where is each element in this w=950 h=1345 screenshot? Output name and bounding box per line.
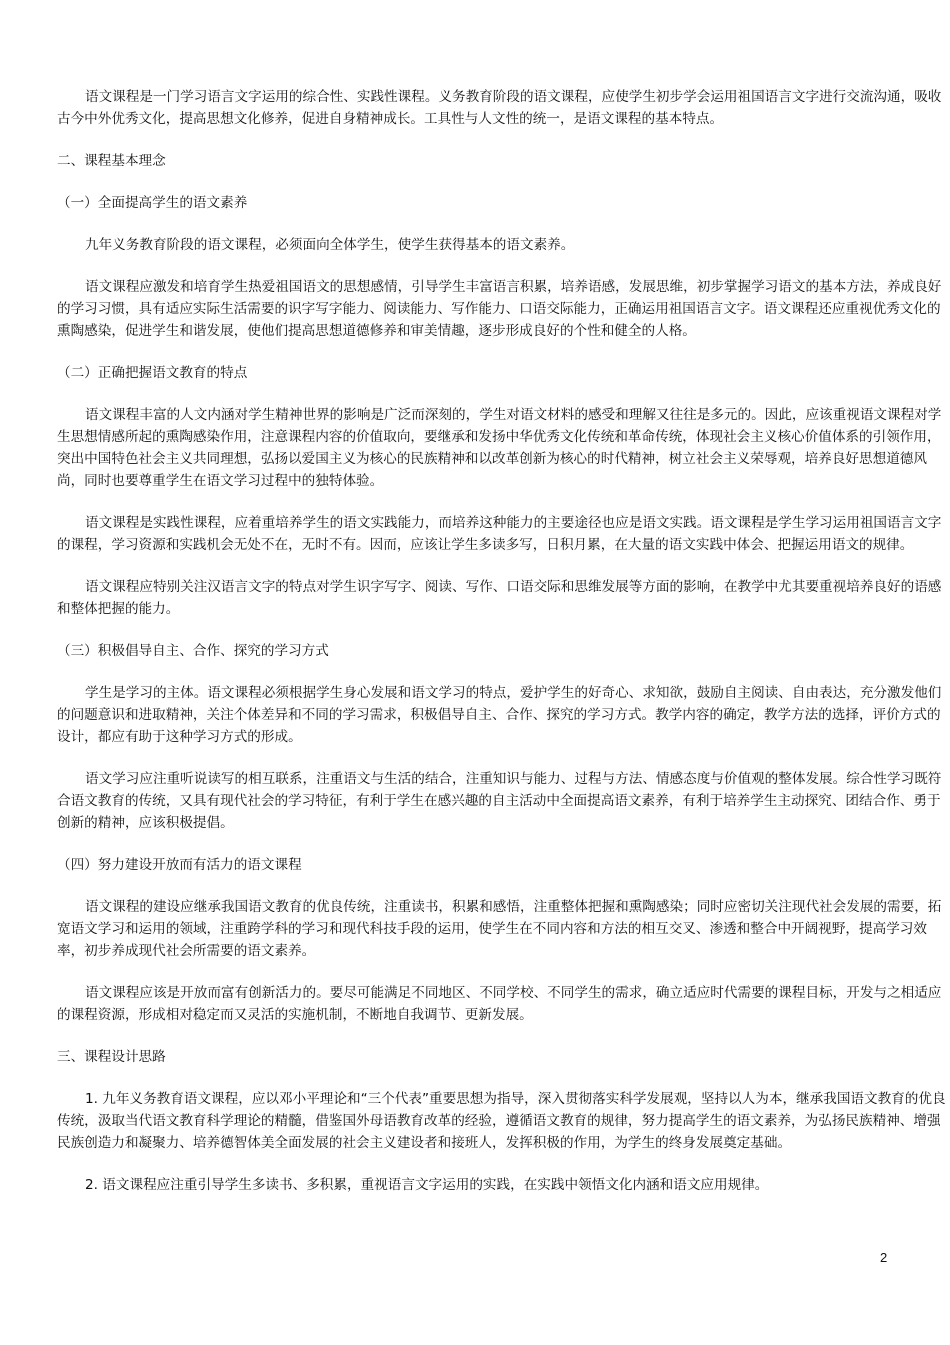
paragraph: 九年义务教育阶段的语文课程，必须面向全体学生，使学生获得基本的语文素养。 [85,237,575,253]
paragraph: 语文课程丰富的人文内涵对学生精神世界的影响是广泛而深刻的，学生对语文材料的感受和理解又往往是多元的。因此，应该重视语文课程对学生思想情感所起的熏陶感染作用，注意课程内容的价值取向，要继承和发扬中华优秀文化传统和革命传统，体现社会主义核心价值体系的引领作用，突出中国特色社会主义共同理想，弘扬以爱国主义为核心的民族精神和以改革创新为核心的时代精神，树立社会主义荣辱观，培养良好思想道德风尚，同时也要尊重学生在语文学习过程中的独特体验。 [57,407,942,489]
paragraph-intro: 语文课程是一门学习语言文字运用的综合性、实践性课程。义务教育阶段的语文课程，应使学生初步学会运用祖国语言文字进行交流沟通，吸收古今中外优秀文化，提高思想文化修养，促进自身精神成长。工具性与人文性的统一，是语文课程的基本特点。 [57,89,942,127]
subheading-2: （二）正确把握语文教育的特点 [57,365,248,381]
document-body [57,86,950,1216]
paragraph: 语文课程的建设应继承我国语文教育的优良传统，注重读书，积累和感悟，注重整体把握和熏陶感染；同时应密切关注现代社会发展的需要，拓宽语文学习和运用的领域，注重跨学科的学习和现代科技手段的运用，使学生在不同内容和方法的相互交叉、渗透和整合中开阔视野，提高学习效率，初步养成现代社会所需要的语文素养。 [57,899,942,959]
page-number: 2 [880,1250,888,1265]
section-heading-3: 三、课程设计思路 [57,1049,166,1065]
paragraph: 语文学习应注重听说读写的相互联系，注重语文与生活的结合，注重知识与能力、过程与方法、情感态度与价值观的整体发展。综合性学习既符合语文教育的传统，又具有现代社会的学习特征，有利于学生在感兴趣的自主活动中全面提高语文素养，有利于培养学生主动探究、团结合作、勇于创新的精神，应该积极提倡。 [57,771,942,831]
section-heading-2: 二、课程基本理念 [57,153,166,169]
subheading-3: （三）积极倡导自主、合作、探究的学习方式 [57,643,329,659]
subheading-1: （一）全面提高学生的语文素养 [57,195,248,211]
paragraph: 语文课程是实践性课程，应着重培养学生的语文实践能力，而培养这种能力的主要途径也应是语文实践。语文课程是学生学习运用祖国语言文字的课程，学习资源和实践机会无处不在，无时不有。因而，应该让学生多读多写，日积月累，在大量的语文实践中体会、把握运用语文的规律。 [57,515,942,553]
paragraph: 学生是学习的主体。语文课程必须根据学生身心发展和语文学习的特点，爱护学生的好奇心、求知欲，鼓励自主阅读、自由表达，充分激发他们的问题意识和进取精神，关注个体差异和不同的学习需求，积极倡导自主、合作、探究的学习方式。教学内容的确定，教学方法的选择，评价方式的设计，都应有助于这种学习方式的形成。 [57,685,942,745]
numbered-paragraph-1: 1. 九年义务教育语文课程，应以邓小平理论和“三个代表”重要思想为指导，深入贯彻落实科学发展观，坚持以人为本，继承我国语文教育的优良传统，汲取当代语文教育科学理论的精髓，借鉴国外母语教育改革的经验，遵循语文教育的规律，努力提高学生的语文素养，为弘扬民族精神、增强民族创造力和凝聚力、培养德智体美全面发展的社会主义建设者和接班人，发挥积极的作用，为学生的终身发展奠定基础。 [57,1091,946,1151]
subheading-4: （四）努力建设开放而有活力的语文课程 [57,857,302,873]
paragraph: 语文课程应特别关注汉语言文字的特点对学生识字写字、阅读、写作、口语交际和思维发展等方面的影响，在教学中尤其要重视培养良好的语感和整体把握的能力。 [57,579,942,617]
paragraph: 语文课程应激发和培育学生热爱祖国语文的思想感情，引导学生丰富语言积累，培养语感，发展思维，初步掌握学习语文的基本方法，养成良好的学习习惯，具有适应实际生活需要的识字写字能力、阅读能力、写作能力、口语交际能力，正确运用祖国语言文字。语文课程还应重视优秀文化的熏陶感染，促进学生和谐发展，使他们提高思想道德修养和审美情趣，逐步形成良好的个性和健全的人格。 [57,279,942,339]
numbered-paragraph-2: 2. 语文课程应注重引导学生多读书、多积累，重视语言文字运用的实践，在实践中领悟文化内涵和语文应用规律。 [85,1177,769,1193]
paragraph: 语文课程应该是开放而富有创新活力的。要尽可能满足不同地区、不同学校、不同学生的需求，确立适应时代需要的课程目标，开发与之相适应的课程资源，形成相对稳定而又灵活的实施机制，不断地自我调节、更新发展。 [57,985,942,1023]
